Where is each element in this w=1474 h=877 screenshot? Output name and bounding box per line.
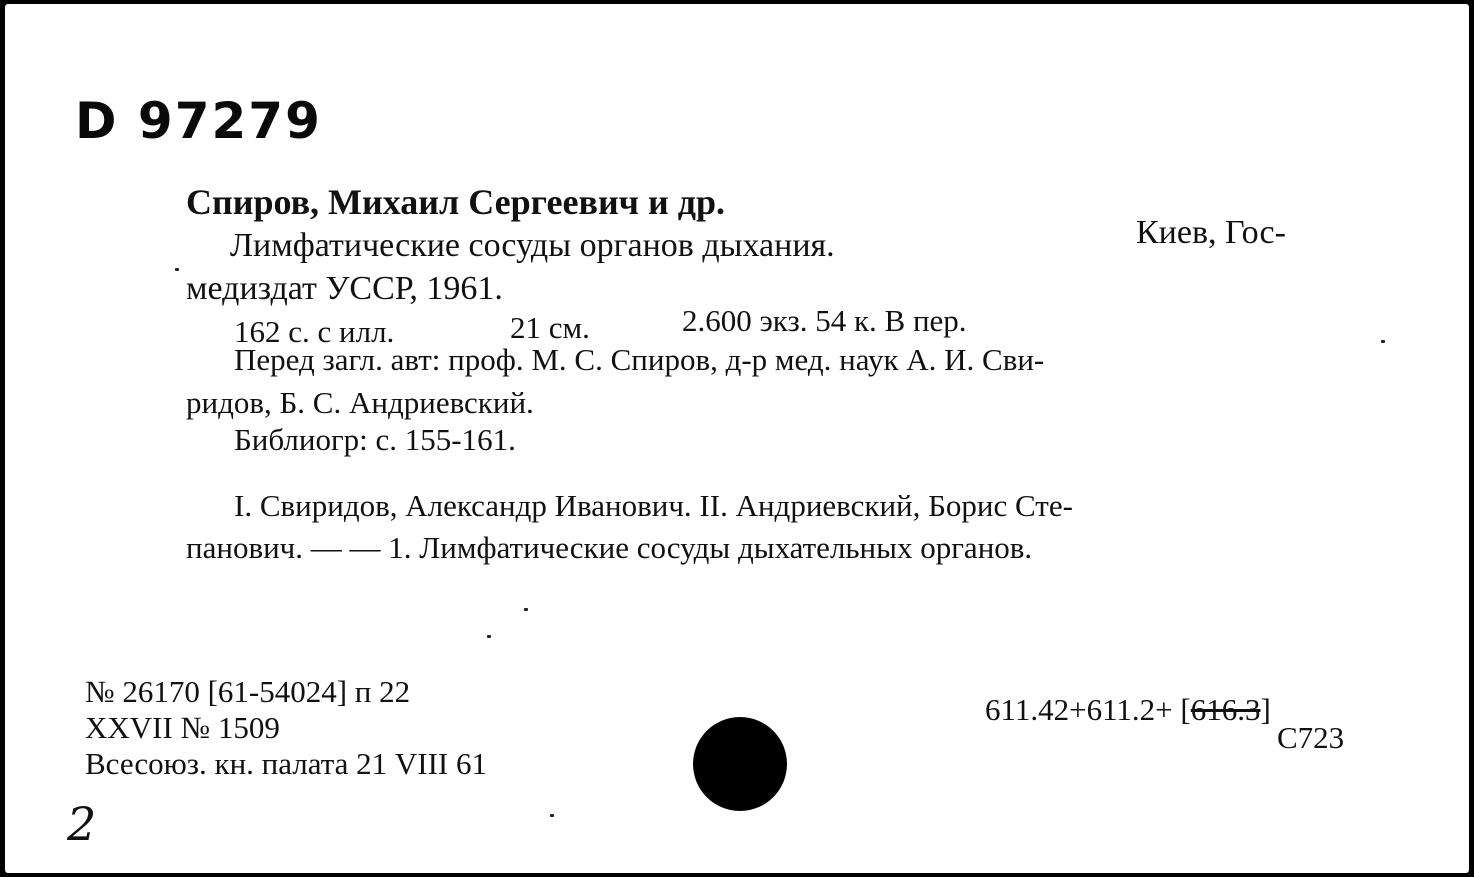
collation-pages: 162 с. с илл. — [234, 314, 395, 349]
ink-speck — [550, 814, 554, 817]
ink-speck — [175, 268, 179, 271]
collation-edition: 2.600 экз. 54 к. В пер. — [682, 303, 967, 338]
note-authors-line-2: ридов, Б. С. Андриевский. — [186, 385, 534, 420]
registry-line-2: XXVII № 1509 — [85, 710, 280, 745]
ink-speck — [524, 608, 528, 611]
classification-struck: 616.3 — [1190, 692, 1261, 727]
ink-speck — [487, 635, 491, 638]
classification-main: 611.42+611.2+ [ — [985, 692, 1191, 727]
ink-speck — [1381, 340, 1385, 343]
classification-index — [985, 694, 1271, 725]
registry-line-3: Всесоюз. кн. палата 21 VIII 61 — [85, 746, 488, 781]
title-line-1: Лимфатические сосуды органов дыхания. — [230, 227, 835, 264]
collation-size: 21 см. — [510, 310, 590, 345]
bibliography-note: Библиогр: с. 155-161. — [234, 422, 516, 457]
author-mark: С723 — [1277, 720, 1345, 755]
handwritten-mark: 2 — [67, 797, 97, 851]
author-heading: Спиров, Михаил Сергеевич и др. — [186, 182, 725, 222]
catalog-card — [5, 4, 1469, 873]
publication-place: Киев, Гос- — [1136, 214, 1286, 251]
note-authors-line-1: Перед загл. авт: проф. М. С. Спиров, д-р мед. наук А. И. Сви- — [234, 342, 1045, 377]
call-number: D 97279 — [75, 92, 322, 150]
tracings-line-1: I. Свиридов, Александр Иванович. II. Андриевский, Борис Сте- — [234, 488, 1073, 523]
registry-line-1: № 26170 [61-54024] п 22 — [85, 674, 411, 709]
title-line-2: медиздат УССР, 1961. — [186, 270, 503, 307]
classification-close: ] — [1260, 692, 1271, 727]
tracings-line-2: панович. — — 1. Лимфатические сосуды дыхательных органов. — [186, 530, 1033, 565]
punch-hole — [693, 717, 787, 811]
